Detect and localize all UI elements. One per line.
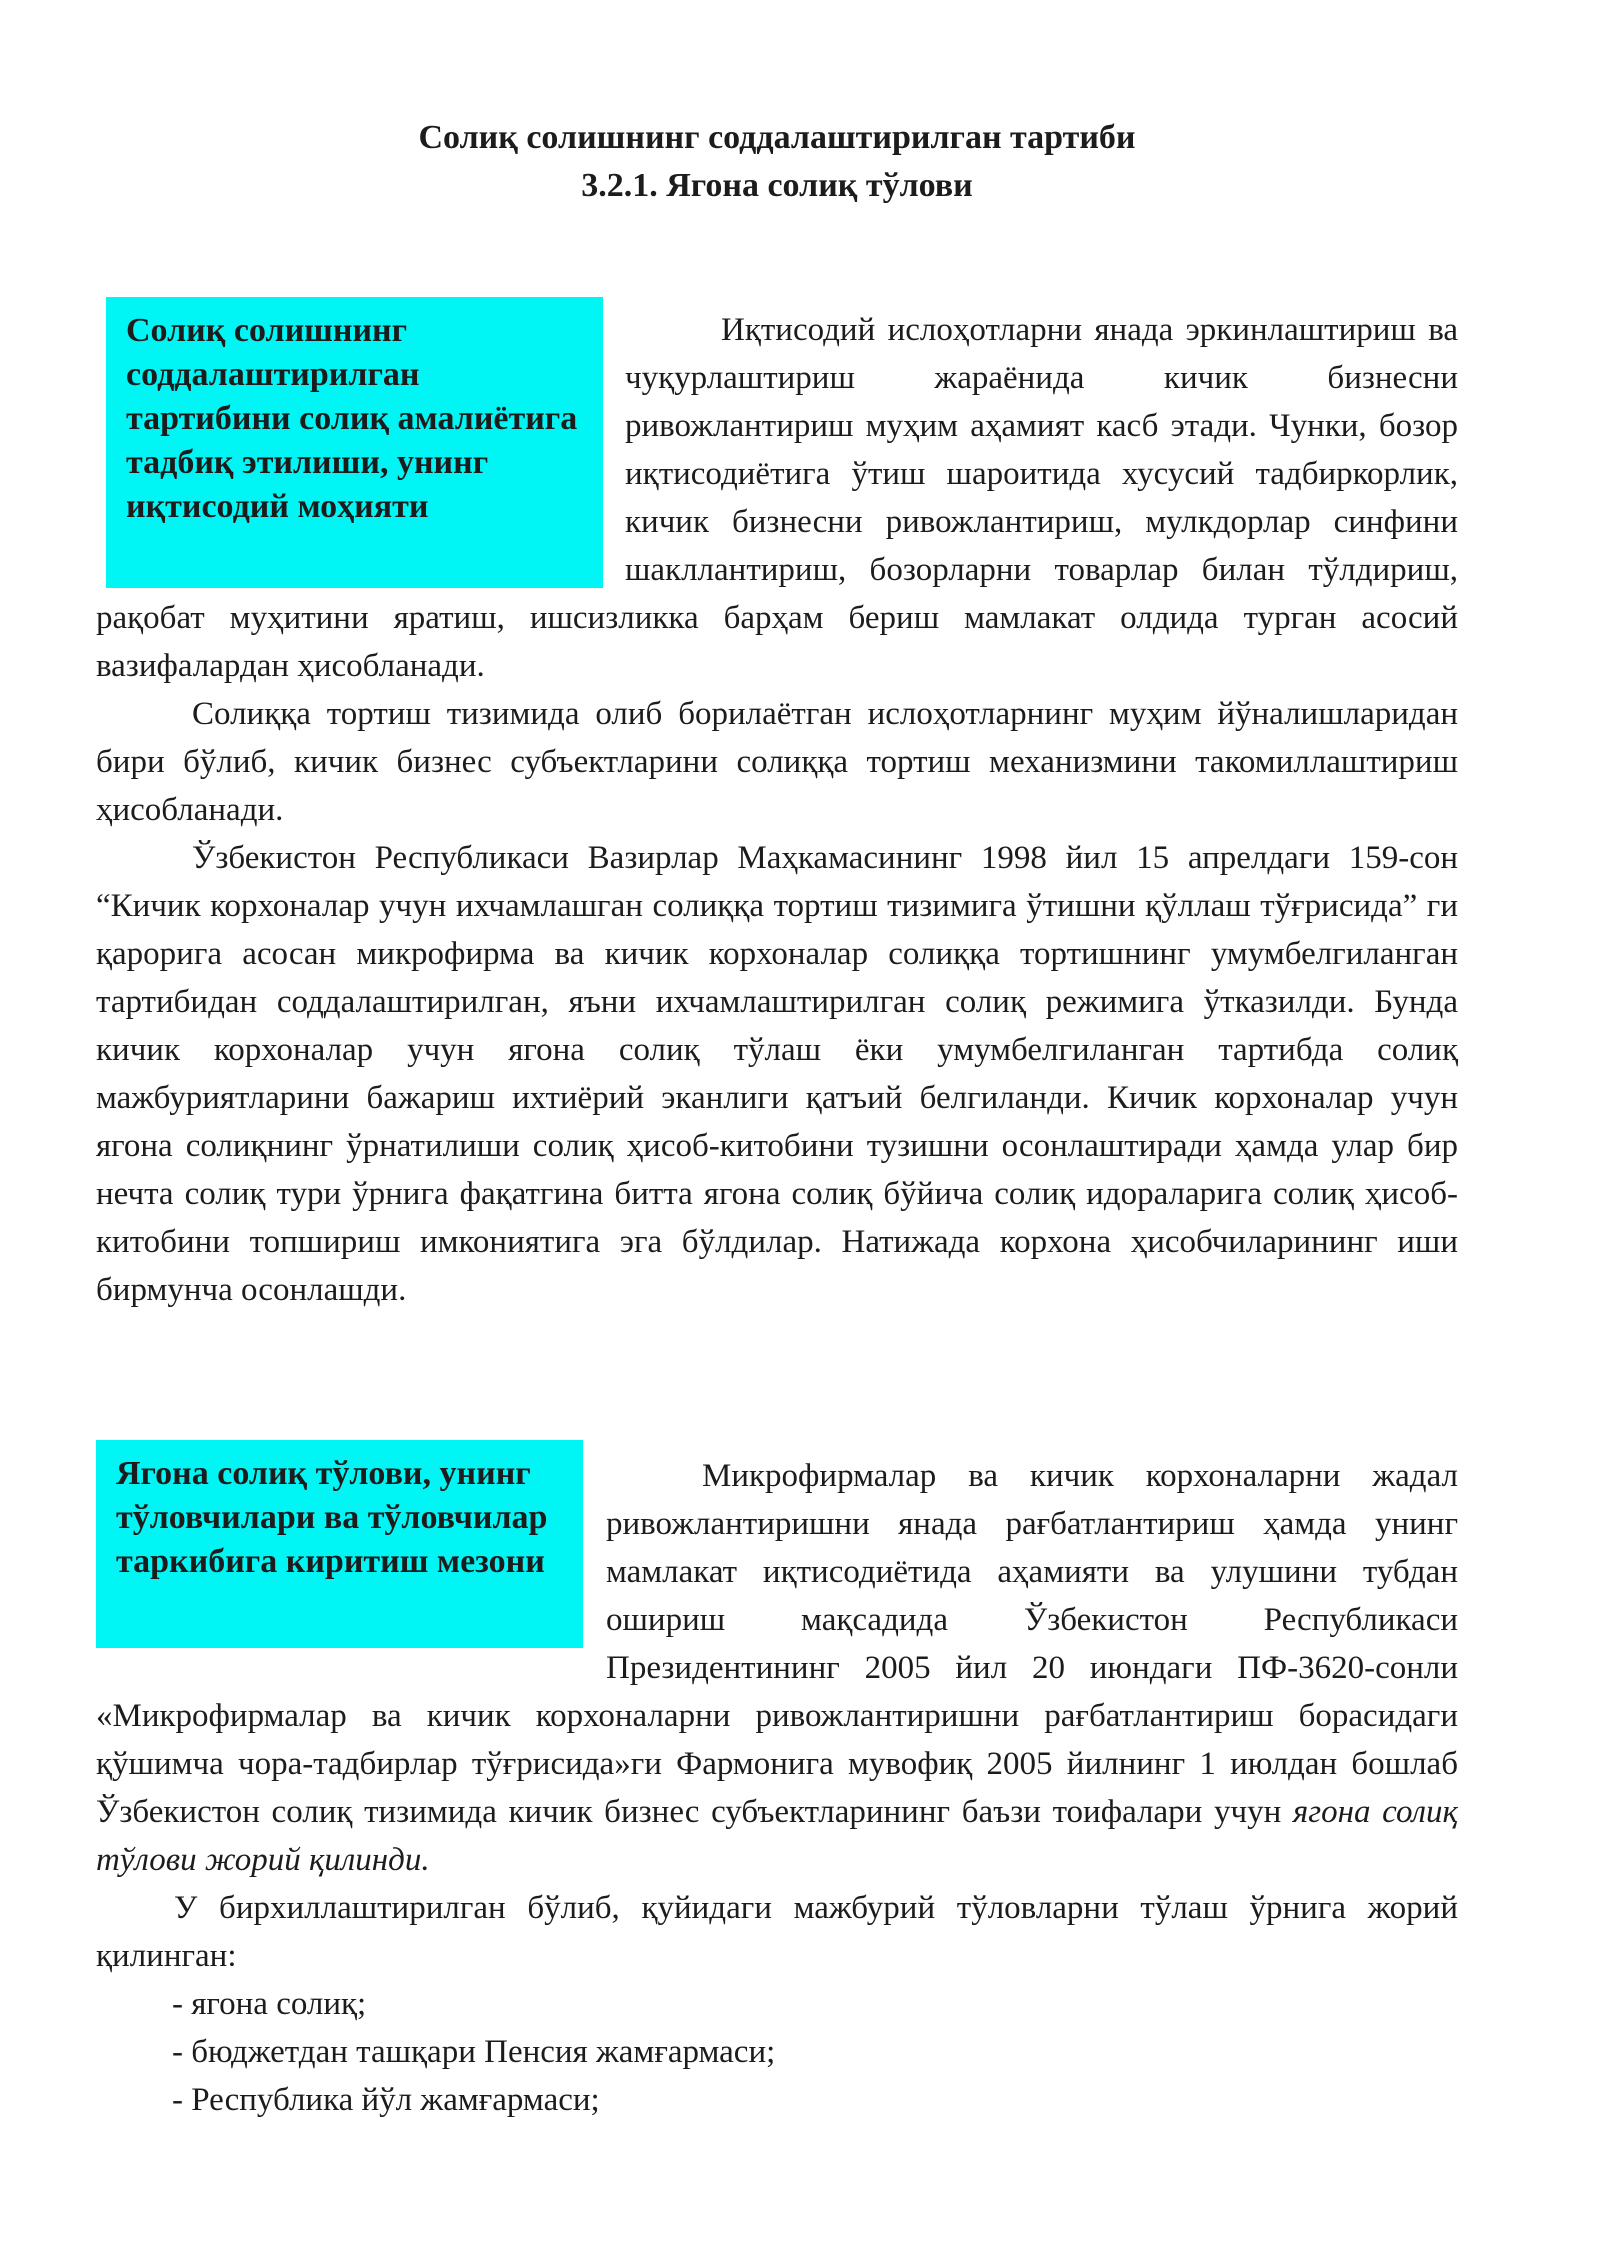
heading-block bbox=[96, 114, 1458, 210]
payments-list bbox=[96, 1980, 1458, 2124]
section-subtitle: 3.2.1. Ягона солиқ тўлови bbox=[581, 167, 973, 204]
paragraph-intro: Иқтисодий ислоҳотларни янада эркинлаштириш ва чуқурлаштириш жараёнида кичик бизнесни ривожлантириш муҳим аҳамият касб этади. Чунки, бозор иқтисодиётига ўтиш шароитида хусусий тадбиркорлик, кичик бизнесни ривожлантириш, мулкдорлар синфини шакллантириш, бозорларни товарлар билан тўлдириш, рақобат муҳитини яратиш, ишсизликка барҳам бериш мамлакат олдида турган асосий вазифалардан ҳисобланади. bbox=[96, 312, 1458, 684]
emphasis-single-tax: ягона солиқ тўлови жорий қилинди. bbox=[96, 1794, 1458, 1878]
paragraph-cabinet-decree: Ўзбекистон Республикаси Вазирлар Маҳкамасининг 1998 йил 15 апрелдаги 159-сон “Кичик корхоналар учун ихчамлашган солиққа тортиш тизимига ўтишни қўллаш тўғрисида” ги қарорига асосан микрофирма ва кичик корхоналар солиққа тортишнинг умумбелгиланган тартибидан соддалаштирилган, яъни ихчамлаштирилган солиқ режимига ўтказилди. Бунда кичик корхоналар учун ягона солиқ тўлаш ёки умумбелгиланган тартибда солиқ мажбуриятларини бажариш ихтиёрий эканлиги қатъий белгиланди. Кичик корхоналар учун ягона солиқнинг ўрнатилиши солиқ ҳисоб-китобини тузишни осонлаштиради ҳамда улар бир нечта солиқ тури ўрнига фақатгина битта ягона солиқ бўйича солиқ идораларига солиқ ҳисоб-китобини топшириш имкониятига эга бўлдилар. Натижада корхона ҳисобчиларининг иши бирмунча осонлашди. bbox=[96, 840, 1458, 1308]
list-item: - ягона солиқ; bbox=[172, 1986, 367, 2022]
section-simplified-regime bbox=[96, 306, 1458, 1314]
paragraph-presidential-decree-text: Микрофирмалар ва кичик корхоналарни жадал ривожлантиришни янада рағбатлантириш ҳамда унинг мамлакат иқтисодиётида аҳамияти ва улушини тубдан ошириш мақсадида Ўзбекистон Республикаси Президентининг 2005 йил 20 июндаги ПФ-3620-сонли «Микрофирмалар ва кичик корхоналарни ривожлантиришни рағбатлантириш борасидаги қўшимча чора-тадбирлар тўғрисида»ги Фармонига мувофиқ 2005 йилнинг 1 июлдан бошлаб Ўзбекистон солиқ тизимида кичик бизнес субъектларининг баъзи тоифалари учун bbox=[96, 1458, 1458, 1830]
list-item: - Республика йўл жамғармаси; bbox=[172, 2082, 600, 2118]
sidebar-callout-essence: Солиқ солишнинг соддалаштирилган тартибини солиқ амалиётига тадбиқ этилиши, унинг иқтисодий моҳияти bbox=[106, 297, 603, 588]
section-single-tax bbox=[96, 1452, 1458, 2124]
paragraph-unified-payments: У бирхиллаштирилган бўлиб, қуйидаги мажбурий тўловларни тўлаш ўрнига жорий қилинган: bbox=[96, 1890, 1458, 1974]
document-title: Солиқ солишнинг соддалаштирилган тартиби bbox=[418, 119, 1136, 156]
list-item: - бюджетдан ташқари Пенсия жамғармаси; bbox=[172, 2034, 776, 2070]
sidebar-callout-payers: Ягона солиқ тўлови, унинг тўловчилари ва тўловчилар таркибига киритиш мезони bbox=[96, 1440, 583, 1648]
paragraph-tax-reform: Солиққа тортиш тизимида олиб борилаётган ислоҳотларнинг муҳим йўналишларидан бири бўлиб, кичик бизнес субъектларини солиққа тортиш механизмини такомиллаштириш ҳисобланади. bbox=[96, 696, 1458, 828]
